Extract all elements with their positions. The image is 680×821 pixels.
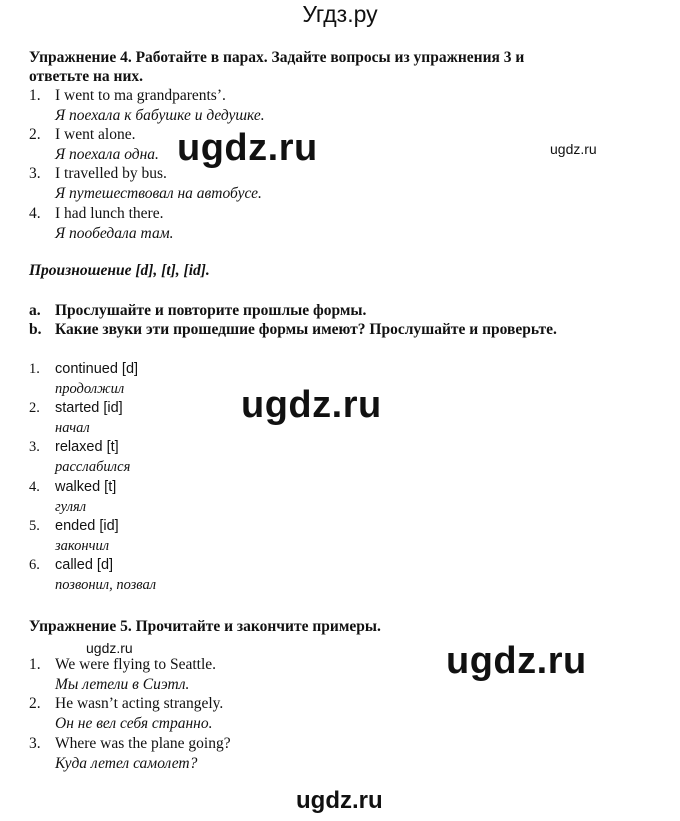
item-english: He wasn’t acting strangely. — [55, 695, 224, 712]
item-russian: начал — [55, 419, 90, 436]
item-russian: Мы летели в Сиэтл. — [55, 675, 190, 693]
exercise-4-heading-line2: ответьте на них. — [29, 68, 144, 85]
item-english: I went to ma grandparents’. — [55, 87, 226, 104]
item-number: 3. — [29, 735, 41, 752]
item-number: 1. — [29, 656, 41, 673]
item-english: I went alone. — [55, 126, 136, 143]
item-russian: закончил — [55, 537, 110, 554]
item-word: relaxed [t] — [55, 439, 119, 455]
task-letter: b. — [29, 321, 42, 338]
item-russian: продолжил — [55, 380, 125, 397]
exercise-4-heading-line1: Упражнение 4. Работайте в парах. Задайте вопросы из упражнения 3 и — [29, 49, 525, 66]
site-title: Угдз.ру — [302, 1, 378, 27]
item-number: 2. — [29, 126, 41, 143]
item-english: We were flying to Seattle. — [55, 656, 217, 673]
item-number: 1. — [29, 87, 41, 104]
exercise-5-heading: Упражнение 5. Прочитайте и закончите примеры. — [29, 618, 381, 635]
task-letter: a. — [29, 302, 41, 319]
task-text: Какие звуки эти прошедшие формы имеют? Прослушайте и проверьте. — [55, 321, 557, 338]
watermark-large: ugdz.ru — [446, 640, 587, 682]
item-english: I had lunch there. — [55, 205, 164, 222]
item-number: 3. — [29, 439, 40, 455]
item-word: continued [d] — [55, 361, 139, 377]
item-number: 2. — [29, 400, 40, 416]
watermark-small: ugdz.ru — [550, 141, 597, 157]
item-english: I travelled by bus. — [55, 165, 167, 182]
item-number: 3. — [29, 165, 41, 182]
watermark-footer: ugdz.ru — [296, 787, 383, 814]
watermark-large: ugdz.ru — [241, 384, 382, 426]
item-number: 4. — [29, 479, 40, 495]
item-number: 2. — [29, 695, 41, 712]
item-russian: Куда летел самолет? — [55, 754, 198, 772]
item-russian: расслабился — [55, 458, 131, 475]
item-number: 6. — [29, 557, 40, 573]
item-word: started [id] — [55, 400, 123, 416]
task-text: Прослушайте и повторите прошлые формы. — [55, 302, 367, 319]
item-english: Where was the plane going? — [55, 735, 231, 752]
watermark-small: ugdz.ru — [86, 640, 133, 656]
watermark-large: ugdz.ru — [177, 127, 318, 169]
item-number: 1. — [29, 361, 40, 377]
item-word: called [d] — [55, 557, 114, 573]
item-russian: позвонил, позвал — [55, 576, 157, 593]
item-russian: Я пообедала там. — [55, 224, 174, 242]
pronunciation-heading: Произношение [d], [t], [id]. — [29, 262, 210, 279]
item-word: walked [t] — [55, 479, 117, 495]
item-russian: Он не вел себя странно. — [55, 714, 213, 732]
item-russian: гулял — [55, 498, 87, 515]
item-russian: Я поехала одна. — [55, 145, 159, 163]
item-russian: Я путешествовал на автобусе. — [55, 184, 262, 202]
item-russian: Я поехала к бабушке и дедушке. — [55, 106, 265, 124]
exercise-4-heading — [29, 48, 524, 86]
item-word: ended [id] — [55, 518, 119, 534]
item-number: 5. — [29, 518, 40, 534]
item-number: 4. — [29, 205, 41, 222]
